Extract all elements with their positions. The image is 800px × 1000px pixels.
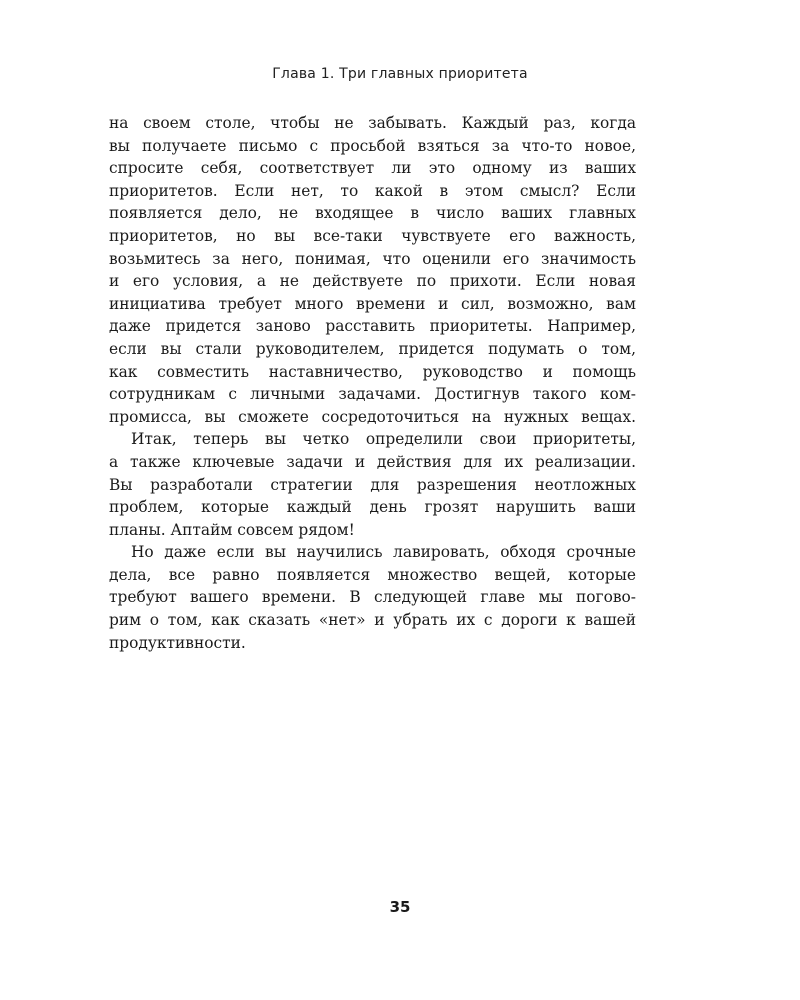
body-text [109,112,636,654]
text-line: требуют вашего времени. В следующей главе мы погово- [109,588,636,607]
text-line: если вы стали руководителем, придется подумать о том, [109,339,636,358]
text-line: Но даже если вы научились лавировать, обходя срочные [131,543,636,562]
text-line: как совместить наставничество, руководство и помощь [109,362,636,381]
text-line: а также ключевые задачи и действия для их реализации. [109,452,636,471]
text-line: возьмитесь за него, понимая, что оценили его значимость [109,249,636,268]
page-number: 35 [389,898,411,916]
paragraph [109,541,636,654]
text-line: спросите себя, соответствует ли это одному из ваших [109,159,636,178]
text-line: Итак, теперь вы четко определили свои приоритеты, [131,430,636,449]
paragraph [109,112,636,428]
text-line: приоритетов, но вы все-таки чувствуете его важность, [109,226,636,245]
paragraph [109,428,636,541]
text-line: дела, все равно появляется множество вещей, которые [109,565,636,584]
text-line: продуктивности. [109,633,246,652]
text-line: сотрудникам с личными задачами. Достигнув такого ком- [109,385,636,404]
text-line: приоритетов. Если нет, то какой в этом смысл? Если [109,181,636,200]
running-head: Глава 1. Три главных приоритета [272,66,528,82]
text-line: и его условия, а не действуете по прихоти. Если новая [109,272,636,291]
text-line: рим о том, как сказать «нет» и убрать их с дороги к вашей [109,611,636,630]
text-line: появляется дело, не входящее в число ваших главных [109,204,636,223]
text-line: инициатива требует много времени и сил, возможно, вам [109,294,636,313]
text-line: промисса, вы сможете сосредоточиться на нужных вещах. [109,407,636,426]
text-line: на своем столе, чтобы не забывать. Каждый раз, когда [109,114,636,132]
text-line: проблем, которые каждый день грозят нарушить ваши [109,498,636,517]
text-line: Вы разработали стратегии для разрешения неотложных [109,475,636,494]
text-line: планы. Аптайм совсем рядом! [109,520,355,539]
text-line: даже придется заново расставить приоритеты. Например, [109,317,636,336]
text-line: вы получаете письмо с просьбой взяться за что-то новое, [109,136,636,155]
